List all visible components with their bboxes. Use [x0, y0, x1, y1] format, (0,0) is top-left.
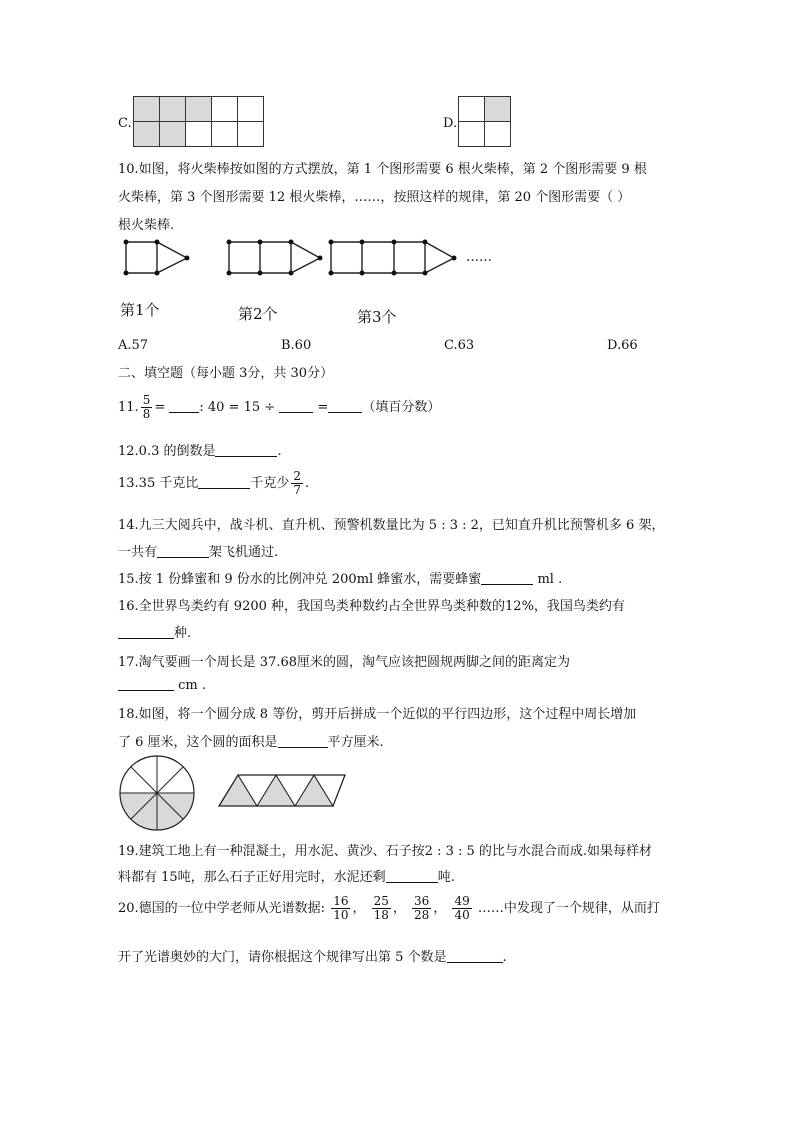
q15: 15.按 1 份蜂蜜和 9 份水的比例冲兑 200ml 蜂蜜水，需要蜂蜜 ml . [118, 572, 563, 587]
q11-number: 11. [118, 400, 139, 415]
approx-parallelogram [219, 775, 345, 806]
q20-fraction-3: $\frac{36}{28}$ [414, 894, 430, 922]
figure3-label: 第3个 [357, 308, 397, 326]
q10-option-b: B.60 [281, 338, 312, 353]
q14-line2: 一共有 架飞机通过. [118, 545, 279, 560]
q13-fraction: $\frac{2}{7}$ [293, 469, 302, 497]
q20-fraction-2: $\frac{25}{18}$ [373, 894, 389, 922]
q10-line1: 10.如图，将火柴棒按如图的方式摆放，第 1 个图形需要 6 根火柴棒，第 2 个图形需要 9 根 [118, 162, 647, 177]
q18-line1: 18.如图，将一个圆分成 8 等份，剪开后拼成一个近似的平行四边形，这个过程中周长增加 [118, 707, 637, 722]
q17-line2: cm . [118, 677, 206, 693]
q11-fraction: $\frac{5}{8}$ [142, 393, 151, 421]
q19-blank[interactable] [386, 869, 438, 883]
figure1-label: 第1个 [120, 301, 160, 319]
q18-line2: 了 6 厘米，这个圆的面积是 平方厘米. [118, 735, 384, 750]
q20-line2: 开了光谱奥妙的大门，请你根据这个规律写出第 5 个数是 . [118, 950, 507, 965]
q10-option-a: A.57 [118, 338, 149, 353]
figure-ellipsis: …… [466, 250, 492, 265]
divided-circle [120, 756, 194, 830]
q11: 11. $\frac{5}{8}$ = : 40 = 15 ÷ = （填百分数） [118, 393, 441, 421]
q19-line2: 料都有 15吨，那么石子正好用完时，水泥还剩 吨. [118, 870, 455, 885]
figure2-label: 第2个 [238, 305, 278, 323]
q20-fraction-4: $\frac{49}{40}$ [454, 894, 470, 922]
q10-line2: 火柴棒，第 3 个图形需要 12 根火柴棒，……，按照这样的规律，第 20 个图形需要（ ） [118, 190, 631, 205]
q20-blank[interactable] [447, 949, 503, 963]
q14-line1: 14.九三大阅兵中，战斗机、直升机、预警机数量比为 5 : 3 : 2，已知直升机比预警机多 6 架， [118, 518, 665, 533]
q20-fraction-1: $\frac{16}{10}$ [333, 894, 349, 922]
q20-line1: 20.德国的一位中学老师从光谱数据: $\frac{16}{10}$ ， $\frac{25}{18}$ ， $\frac{36}{28}$ ， $\frac{49}{40}$ ……中发现了一个规律，从而打 [118, 894, 660, 922]
q10-line3: 根火柴棒. [118, 218, 175, 233]
q12: 12.0.3 的倒数是 . [118, 444, 282, 459]
option-d-label: D. [443, 116, 458, 131]
q16-line1: 16.全世界鸟类约有 9200 种，我国鸟类种数约占全世界鸟类种数的12%，我国鸟类约有 [118, 599, 625, 614]
q19-line1: 19.建筑工地上有一种混凝土，用水泥、黄沙、石子按2 : 3 : 5 的比与水混合而成.如果每样材 [118, 844, 653, 859]
q10-option-d: D.66 [607, 338, 638, 353]
section-2-heading: 二、填空题（每小题 3分，共 30分） [118, 366, 334, 381]
q10-option-c: C.63 [444, 338, 475, 353]
q17-line1: 17.淘气要画一个周长是 37.68厘米的圆，淘气应该把圆规两脚之间的距离定为 [118, 655, 571, 670]
q16-line2: 种. [118, 622, 191, 641]
q13: 13.35 千克比 千克少 $\frac{2}{7}$ . [118, 469, 310, 497]
option-c-label: C. [118, 116, 132, 131]
